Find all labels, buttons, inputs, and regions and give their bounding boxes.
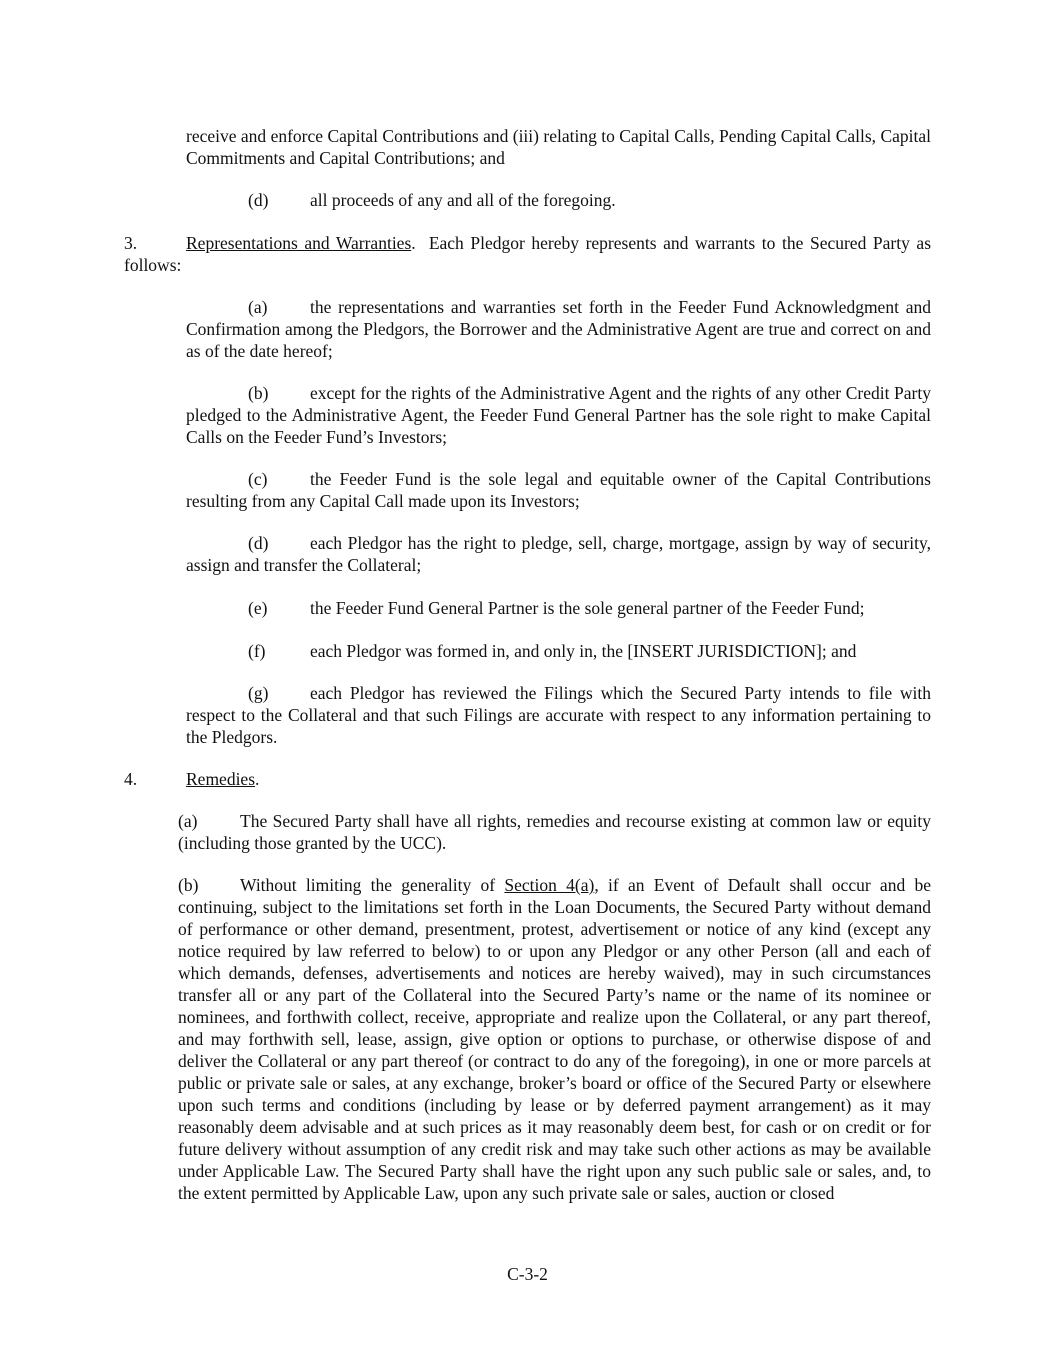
item-3a: [186, 296, 931, 362]
cross-reference: Section 4(a): [504, 875, 595, 895]
item-label: (b): [248, 383, 269, 403]
item-label: (d): [248, 533, 269, 553]
paragraph-intro-continuation: receive and enforce Capital Contributions and (iii) relating to Capital Calls, Pending Capital Calls, Capital Commitments and Capital Contributions; and: [186, 126, 931, 168]
section-3-heading-paragraph: [124, 232, 931, 276]
item-text-pre: Without limiting the generality of: [240, 875, 505, 895]
item-3d: [186, 532, 931, 576]
item-4a: [178, 810, 931, 854]
item-3e: [186, 597, 931, 619]
item-3b: [186, 382, 931, 448]
item-2d: [186, 189, 931, 211]
item-3f: [186, 640, 931, 662]
item-text: except for the rights of the Administrative Agent and the rights of any other Credit Party pledged to the Administrative Agent, the Feeder Fund General Partner has the sole right to make Capital Calls on the Feeder Fund’s Investors;: [186, 383, 931, 447]
section-heading: Remedies: [186, 769, 256, 789]
section-number: 4.: [124, 769, 138, 789]
item-text-post: , if an Event of Default shall occur and be continuing, subject to the limitations set forth in the Loan Documents, the Secured Party without demand of performance or other demand, presentment, protest, advertisement or notice of any kind (except any notice required by law referred to below) to or upon any Pledgor or any other Person (all and each of which demands, defenses, advertisements and notices are hereby waived), may in such circumstances transfer all or any part of the Collateral into the Secured Party’s name or the name of its nominee or nominees, and forthwith collect, receive, appropriate and realize upon the Collateral, or any part thereof, and may forthwith sell, lease, assign, give option or options to purchase, or otherwise dispose of and deliver the Collateral or any part thereof (or contract to do any of the foregoing), in one or more parcels at public or private sale or sales, at any exchange, broker’s board or office of the Secured Party or elsewhere upon such terms and conditions (including by lease or by deferred payment arrangement) as it may reasonably deem advisable and at such prices as it may reasonably deem best, for cash or on credit or for future delivery without assumption of any credit risk and may take such other actions as may be available under Applicable Law. The Secured Party shall have the right upon any such public sale or sales, and, to the extent permitted by Applicable Law, upon any such private sale or sales, auction or closed: [178, 875, 931, 1203]
item-label: (a): [178, 811, 198, 831]
item-text: the Feeder Fund General Partner is the sole general partner of the Feeder Fund;: [310, 598, 865, 618]
item-text: each Pledgor has reviewed the Filings which the Secured Party intends to file with respect to the Collateral and that such Filings are accurate with respect to any information pertaining to the Pledgors.: [186, 683, 931, 747]
section-intro: Each Pledgor hereby represents and warrants to the Secured Party as follows:: [124, 233, 932, 275]
item-label: (b): [178, 875, 199, 895]
item-3c: [186, 468, 931, 512]
section-heading: Representations and Warranties: [186, 233, 412, 253]
item-text: all proceeds of any and all of the foregoing.: [310, 190, 616, 210]
section-heading-end: .: [411, 233, 416, 253]
section-heading-end: .: [255, 769, 260, 789]
item-label: (g): [248, 683, 269, 703]
item-text: each Pledgor was formed in, and only in, the [INSERT JURISDICTION]; and: [310, 641, 857, 661]
item-label: (d): [248, 190, 269, 210]
item-label: (c): [248, 469, 268, 489]
item-text: each Pledgor has the right to pledge, sell, charge, mortgage, assign by way of security, assign and transfer the Collateral;: [186, 533, 931, 575]
item-label: (e): [248, 598, 268, 618]
section-number: 3.: [124, 233, 138, 253]
item-4b: [178, 874, 931, 1204]
item-text: the representations and warranties set forth in the Feeder Fund Acknowledgment and Confirmation among the Pledgors, the Borrower and the Administrative Agent are true and correct on and as of the date hereof;: [186, 297, 931, 361]
page-number: C-3-2: [507, 1264, 548, 1284]
item-label: (a): [248, 297, 268, 317]
item-text: the Feeder Fund is the sole legal and equitable owner of the Capital Contributions resulting from any Capital Call made upon its Investors;: [186, 469, 931, 511]
item-label: (f): [248, 641, 266, 661]
section-4-heading-paragraph: [124, 768, 931, 790]
item-text: The Secured Party shall have all rights, remedies and recourse existing at common law or equity (including those granted by the UCC).: [178, 811, 931, 853]
item-3g: [186, 682, 931, 748]
